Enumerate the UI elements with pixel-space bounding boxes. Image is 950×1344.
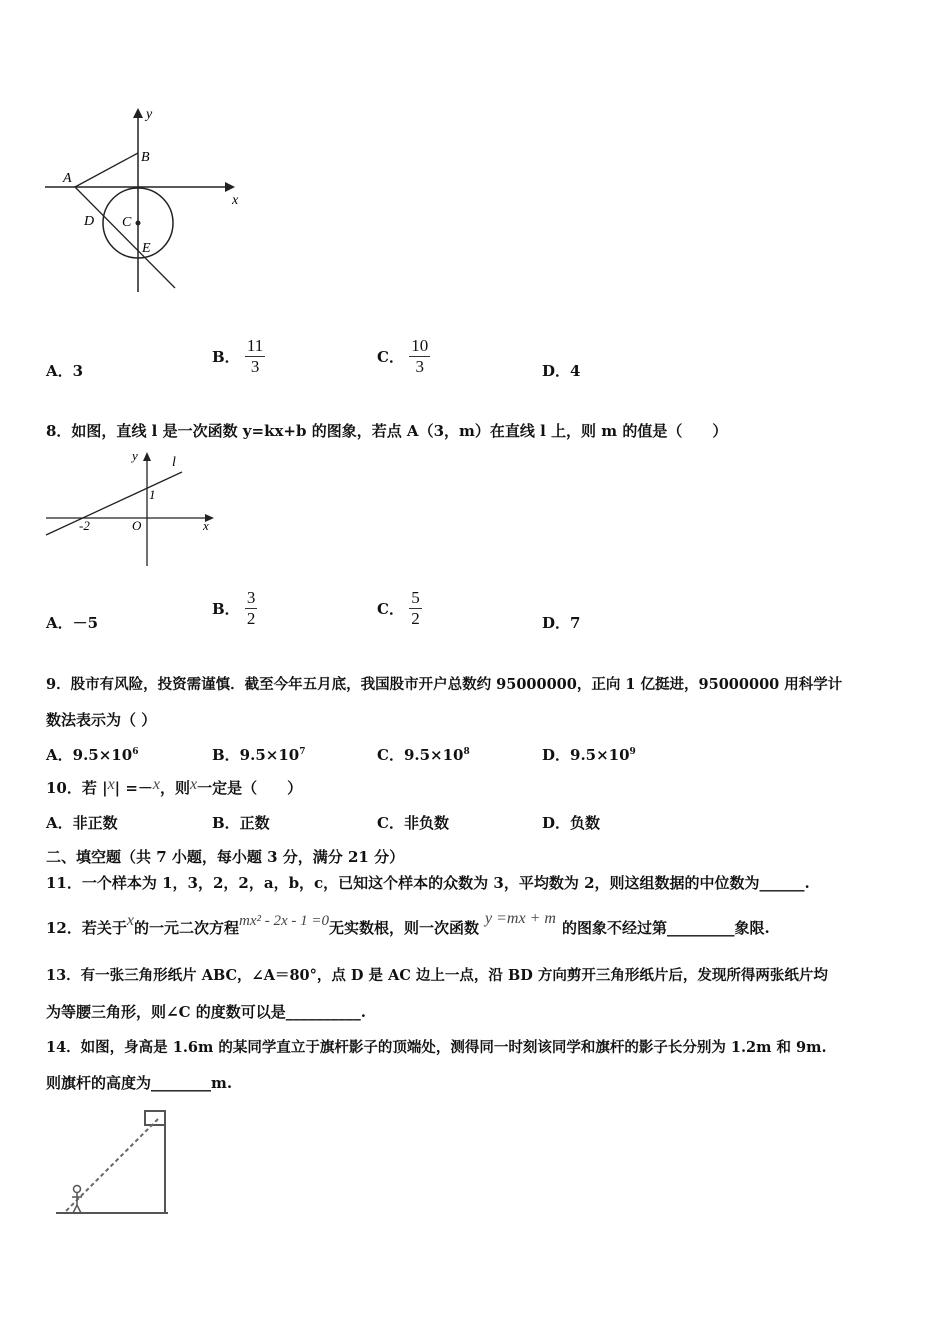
q9-option-c <box>377 744 470 765</box>
q7-option-c-denominator: 3 <box>415 357 424 376</box>
q8-option-c <box>377 588 422 629</box>
q8-option-c-label: C． <box>377 600 404 618</box>
q12-equation: mx² - 2x - 1 =0 <box>239 913 330 929</box>
q7-option-b-label: B． <box>212 348 240 366</box>
q8-option-c-fraction <box>409 588 422 629</box>
q7-label-b: B <box>141 150 150 165</box>
q7-option-c <box>377 336 430 377</box>
q7-option-b-numerator: 11 <box>246 336 264 355</box>
q8-label-origin: O <box>132 518 142 533</box>
q7-label-a: A <box>63 171 72 186</box>
q7-option-b-fraction <box>245 336 265 377</box>
q12-function: y =mx + m <box>485 910 556 927</box>
q7-option-d-label: D． <box>542 362 571 380</box>
q7-option-a <box>46 360 83 381</box>
q8-option-d-label: D． <box>542 614 571 632</box>
q14-flagpole-figure <box>50 1105 175 1220</box>
q8-option-c-numerator: 5 <box>411 588 420 607</box>
q8-option-b-label: B． <box>212 600 240 618</box>
q7-option-d <box>542 360 580 381</box>
q9-option-c-label: C．9.5×10 <box>377 746 464 764</box>
q7-option-c-numerator: 10 <box>411 336 429 355</box>
q7-label-e: E <box>142 241 151 256</box>
q7-label-x: x <box>232 193 239 208</box>
q7-center-point <box>136 221 141 226</box>
q10-var-1: x <box>107 776 115 793</box>
q14-question-line-1: 14．如图，身高是 1.6m 的某同学直立于旗杆影子的顶端处，测得同一时刻该同学和旗杆的影子长分别为 1.2m 和 9m. <box>46 1039 827 1056</box>
q7-circle-figure <box>40 100 260 300</box>
q12-prefix: 12．若关于 <box>46 919 127 937</box>
q12-mid-2: 无实数根，则一次函数 <box>329 919 480 937</box>
q8-option-d <box>542 612 580 633</box>
q7-option-a-value: 3 <box>72 362 84 380</box>
q8-option-a-value: －5 <box>72 614 99 632</box>
q10-mid: | =－ <box>114 779 153 797</box>
q7-label-d: D <box>84 214 95 229</box>
q10-option-d: D．负数 <box>542 814 601 832</box>
q11-question-text: 11．一个样本为 1，3，2，2，a，b，c，已知这个样本的众数为 3，平均数为 2，则这组数据的中位数为______. <box>46 874 810 892</box>
q8-line-graph-figure <box>40 448 230 573</box>
q7-option-c-label: C． <box>377 348 404 366</box>
q7-x-arrow <box>225 182 235 192</box>
q8-option-c-denominator: 2 <box>411 609 420 628</box>
q9-option-d <box>542 744 636 765</box>
q8-option-b <box>212 588 257 629</box>
q8-option-b-fraction <box>245 588 258 629</box>
q10-suffix: 一定是（ ） <box>197 779 303 797</box>
q9-option-b-exponent: 7 <box>299 747 306 757</box>
q10-var-2: x <box>152 776 161 793</box>
q7-option-b-denominator: 3 <box>250 357 260 376</box>
q9-option-a <box>46 744 138 765</box>
q9-question-line-1: 9．股市有风险，投资需谨慎．截至今年五月底，我国股市开户总数约 95000000，正向 1 亿挺进，95000000 用科学计 <box>46 676 843 693</box>
q8-option-b-denominator: 2 <box>246 609 256 628</box>
q10-option-a: A．非正数 <box>46 814 118 832</box>
q10-prefix: 10．若 | <box>46 779 108 797</box>
q8-label-x: x <box>203 518 209 533</box>
q9-option-a-exponent: 6 <box>132 747 139 757</box>
q14-question-line-2: 则旗杆的高度为________m. <box>46 1074 233 1092</box>
q9-option-a-label: A．9.5×10 <box>46 746 133 764</box>
q8-label-neg-two: -2 <box>79 518 90 533</box>
q13-question-line-2: 为等腰三角形，则∠C 的度数可以是__________. <box>46 1003 366 1021</box>
q7-option-c-fraction <box>409 336 430 377</box>
q12-question-text <box>46 910 770 938</box>
q10-var-3: x <box>190 776 198 793</box>
q9-option-c-exponent: 8 <box>463 747 470 757</box>
q8-y-arrow <box>143 452 151 461</box>
q8-option-a-label: A． <box>46 614 73 632</box>
q14-person-icon <box>72 1186 82 1214</box>
q7-line-ade <box>75 187 175 288</box>
q9-question-line-2: 数法表示为（ ） <box>46 711 157 729</box>
q7-line-ab <box>75 153 138 187</box>
q7-label-y: y <box>146 107 153 122</box>
q8-label-one: 1 <box>149 487 156 502</box>
q14-flag-top <box>145 1111 165 1125</box>
q10-option-b: B．正数 <box>212 814 270 832</box>
q7-option-b <box>212 336 265 377</box>
q7-option-a-label: A． <box>46 362 73 380</box>
q8-label-l: l <box>172 455 176 470</box>
q9-option-d-label: D．9.5×10 <box>542 746 630 764</box>
q8-line-l <box>46 472 182 535</box>
q8-label-y: y <box>132 448 138 463</box>
q9-option-b <box>212 744 305 765</box>
q8-question-text: 8．如图，直线 l 是一次函数 y=kx+b 的图象，若点 A（3，m）在直线 l 上，则 m 的值是（ ） <box>46 422 728 440</box>
q12-var-x: x <box>126 912 134 929</box>
q10-question-text <box>46 777 302 798</box>
q10-option-c: C．非负数 <box>377 814 449 832</box>
q7-label-c: C <box>122 215 132 230</box>
q13-question-line-1: 13．有一张三角形纸片 ABC，∠A＝80°，点 D 是 AC 边上一点，沿 BD 方向剪开三角形纸片后，发现所得两张纸片均 <box>46 967 828 984</box>
q10-comma: ，则 <box>160 779 191 797</box>
q8-option-a <box>46 612 98 633</box>
q12-suffix: 的图象不经过第_________象限. <box>561 919 770 937</box>
q8-option-d-value: 7 <box>570 614 581 632</box>
q8-option-b-numerator: 3 <box>246 588 256 607</box>
q7-y-arrow <box>133 108 143 118</box>
q9-option-d-exponent: 9 <box>629 747 636 757</box>
section-2-title: 二、填空题（共 7 小题，每小题 3 分，满分 21 分） <box>46 848 405 866</box>
q7-option-d-value: 4 <box>570 362 581 380</box>
q9-option-b-label: B．9.5×10 <box>212 746 300 764</box>
q14-sun-ray <box>64 1119 158 1213</box>
q12-mid-1: 的一元二次方程 <box>133 919 239 937</box>
